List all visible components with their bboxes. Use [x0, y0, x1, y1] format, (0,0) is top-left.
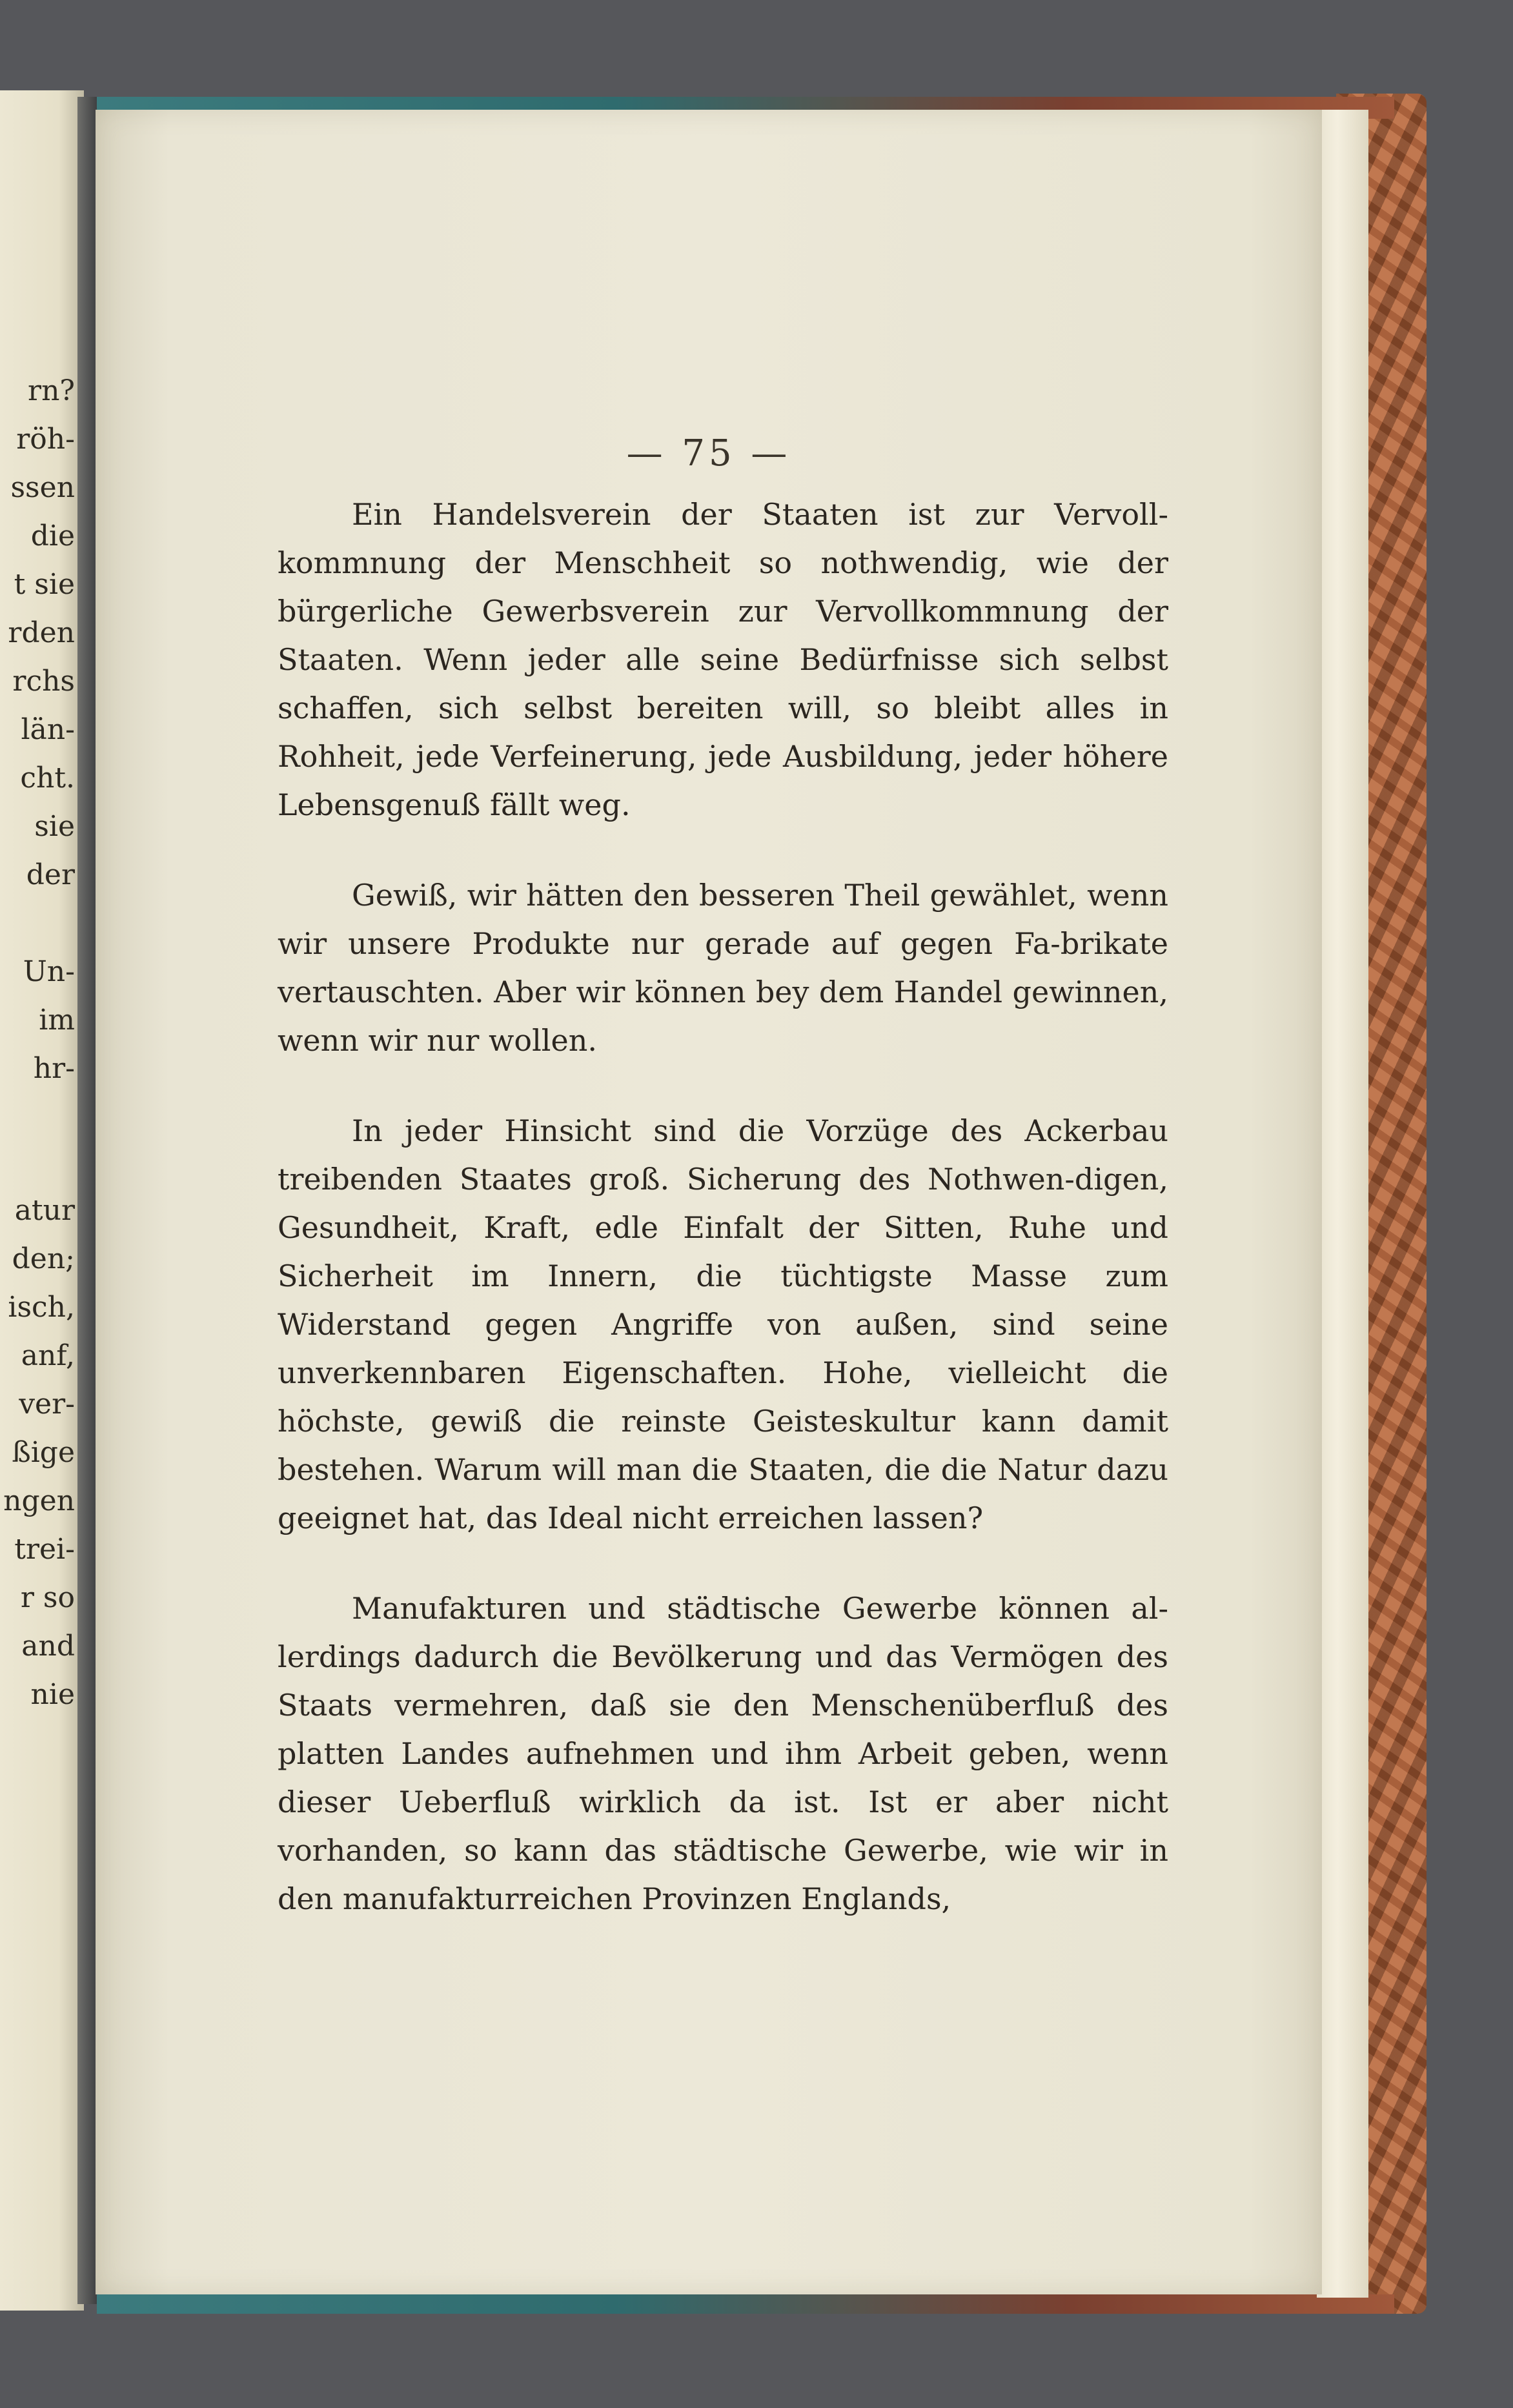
fragment-line: t sie [14, 568, 75, 601]
fragment-line: röh- [16, 423, 75, 456]
paragraph: Gewiß, wir hätten den besseren Theil gewählet, wenn wir unsere Produkte nur gerade auf gegen Fa-brikate vertauschten. Aber wir können bey dem Handel gewinnen, wenn wir nur wollen. [278, 878, 1168, 1058]
page-number: — 75 — [626, 432, 791, 474]
fragment-line: atur [14, 1194, 75, 1227]
fragment-line: anf, [21, 1339, 75, 1372]
fragment-line: ver- [19, 1388, 75, 1421]
page-body-text [278, 491, 1168, 1965]
fragment-line: rn? [28, 374, 75, 407]
fragment-line: der [26, 858, 75, 891]
fragment-line: rden [8, 616, 75, 649]
fragment-line: Un- [23, 955, 75, 988]
book-page [96, 110, 1322, 2294]
fragment-line: cht. [20, 762, 75, 794]
fragment-line: den; [12, 1242, 75, 1275]
previous-page-edge [0, 90, 84, 2311]
page-stack-edge [1317, 110, 1368, 2298]
fragment-line: nie [30, 1678, 75, 1711]
fragment-line: trei- [14, 1533, 75, 1566]
fragment-line: rchs [12, 665, 75, 698]
fragment-line: die [30, 520, 75, 552]
fragment-line: hr- [33, 1052, 75, 1085]
paragraph: In jeder Hinsicht sind die Vorzüge des Ackerbau treibenden Staates groß. Sicherung des Nothwen-digen, Gesundheit, Kraft, edle Einfalt der Sitten, Ruhe und Sicherheit im Innern, die tüchtigste Masse zum Widerstand gegen Angriffe von außen, sind seine unverkennbaren Eigenschaften. Hohe, vielleicht die höchste, gewiß die reinste Geisteskultur kann damit bestehen. Warum will man die Staaten, die die Natur dazu geeignet hat, das Ideal nicht erreichen lassen? [278, 1113, 1168, 1535]
fragment-line: län- [21, 713, 75, 746]
fragment-line: isch, [8, 1291, 75, 1324]
cover-bottom-edge [97, 2294, 1394, 2314]
fragment-line: ßige [12, 1436, 75, 1469]
fragment-line: ssen [10, 471, 75, 504]
book-gutter [77, 97, 97, 2304]
fragment-line: and [21, 1630, 75, 1663]
paragraph: Manufakturen und städtische Gewerbe können al-lerdings dadurch die Bevölkerung und das Vermögen des Staats vermehren, daß sie den Menschenüberfluß des platten Landes aufnehmen und ihm Arbeit geben, wenn dieser Ueberfluß wirklich da ist. Ist er aber nicht vorhanden, so kann das städtische Gewerbe, wie wir in den manufakturreichen Provinzen Englands, [278, 1591, 1168, 1916]
paragraph: Ein Handelsverein der Staaten ist zur Vervoll-kommnung der Menschheit so nothwendig, wie der bürgerliche Gewerbsverein zur Vervollkommnung der Staaten. Wenn jeder alle seine Bedürfnisse sich selbst schaffen, sich selbst bereiten will, so bleibt alles in Rohheit, jede Verfeinerung, jede Ausbildung, jeder höhere Lebensgenuß fällt weg. [278, 497, 1168, 822]
fragment-line: ngen [3, 1484, 75, 1517]
fragment-line: sie [34, 810, 75, 843]
fragment-line: r so [20, 1581, 75, 1614]
fragment-line: im [39, 1004, 75, 1037]
